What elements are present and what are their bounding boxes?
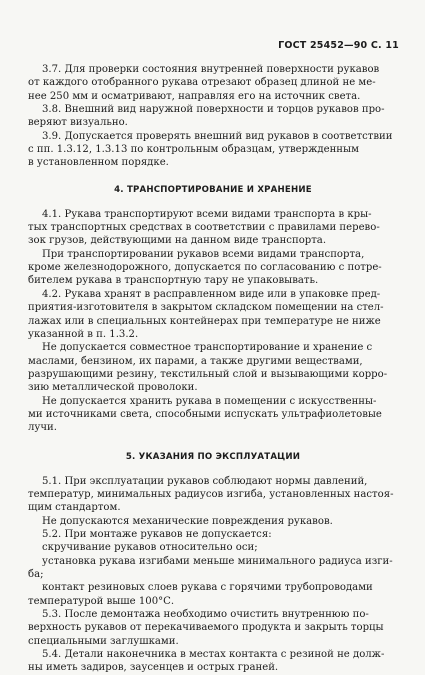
text-line: указанной в п. 1.3.2. xyxy=(28,328,139,340)
text-line: тых транспортных средствах в соответствии с правилами перево- xyxy=(28,222,380,234)
page-header: ГОСТ 25452—90 С. 11 xyxy=(278,40,399,51)
block-3-7-3-9 xyxy=(28,63,398,170)
text-line: 5.3. После демонтажа необходимо очистить внутреннюю по- xyxy=(42,609,369,621)
text-line: 5.2. При монтаже рукавов не допускается: xyxy=(42,528,272,540)
document-body xyxy=(28,63,398,675)
text-line: лажах или в специальных контейнерах при температуре не ниже xyxy=(28,315,381,327)
section-5-title: 5. УКАЗАНИЯ ПО ЭКСПЛУАТАЦИИ xyxy=(125,451,301,462)
block-section-4 xyxy=(28,208,398,435)
text-line: Не допускаются механические повреждения рукавов. xyxy=(42,515,333,527)
text-line: разрушающими резину, текстильный слой и вызывающими корро- xyxy=(28,368,388,380)
text-line: При транспортировании рукавов всеми видами транспорта, xyxy=(42,248,365,260)
text-line: ба; xyxy=(28,569,44,580)
text-line: щим стандартом. xyxy=(28,502,121,514)
text-line: ны иметь задиров, заусенцев и острых граней. xyxy=(28,662,279,674)
text-line: с пп. 1.3.12, 1.3.13 по контрольным образцам, утвержденным xyxy=(28,144,359,156)
text-line: специальными заглушками. xyxy=(28,635,179,647)
text-line: ми источниками света, способными испускать ультрафиолетовые xyxy=(28,408,382,420)
text-line: 3.7. Для проверки состояния внутренней поверхности рукавов xyxy=(42,64,380,75)
text-line: верхность рукавов от перекачиваемого продукта и закрыть торцы xyxy=(28,622,384,634)
text-line: зок грузов, действующими на данном виде транспорта. xyxy=(28,235,327,247)
text-line: веряют визуально. xyxy=(28,117,128,129)
text-line: 4.1. Рукава транспортируют всеми видами транспорта в кры- xyxy=(42,208,372,220)
text-line: температур, минимальных радиусов изгиба, установленных настоя- xyxy=(28,488,394,500)
text-line: Не допускается хранить рукава в помещении с искусственны- xyxy=(42,395,377,407)
text-line: лучи. xyxy=(28,422,57,434)
text-line: кроме железнодорожного, допускается по согласованию с потре- xyxy=(28,262,382,274)
text-line: контакт резиновых слоев рукава с горячими трубопроводами xyxy=(42,582,373,594)
text-line: 5.1. При эксплуатации рукавов соблюдают нормы давлений, xyxy=(42,475,368,487)
text-line: в установленном порядке. xyxy=(28,157,169,169)
text-line: температурой выше 100°С. xyxy=(28,595,175,607)
text-line: 4.2. Рукава хранят в расправленном виде или в упаковке пред- xyxy=(42,288,381,300)
text-line: приятия-изготовителя в закрытом складском помещении на стел- xyxy=(28,302,384,314)
section-4-title: 4. ТРАНСПОРТИРОВАНИЕ И ХРАНЕНИЕ xyxy=(114,184,312,195)
text-line: установка рукава изгибами меньше минимального радиуса изги- xyxy=(42,555,393,567)
text-line: бителем рукава в транспортную тару не упаковывать. xyxy=(28,275,319,287)
block-section-5 xyxy=(28,475,398,675)
text-line: Не допускается совместное транспортирование и хранение с xyxy=(42,342,373,354)
text-line: скручивание рукавов относительно оси; xyxy=(42,542,258,554)
text-line: от каждого отобранного рукава отрезают образец длиной не ме- xyxy=(28,77,376,89)
text-line: 5.4. Детали наконечника в местах контакта с резиной не долж- xyxy=(42,649,385,661)
text-line: 3.8. Внешний вид наружной поверхности и торцов рукавов про- xyxy=(42,104,385,116)
text-line: маслами, бензином, их парами, а также другими веществами, xyxy=(28,355,363,367)
text-line: 3.9. Допускается проверять внешний вид рукавов в соответствии xyxy=(42,130,393,142)
text-line: нее 250 мм и осматривают, направляя его на источник света. xyxy=(28,90,361,102)
text-line: зию металлической проволоки. xyxy=(28,382,198,394)
